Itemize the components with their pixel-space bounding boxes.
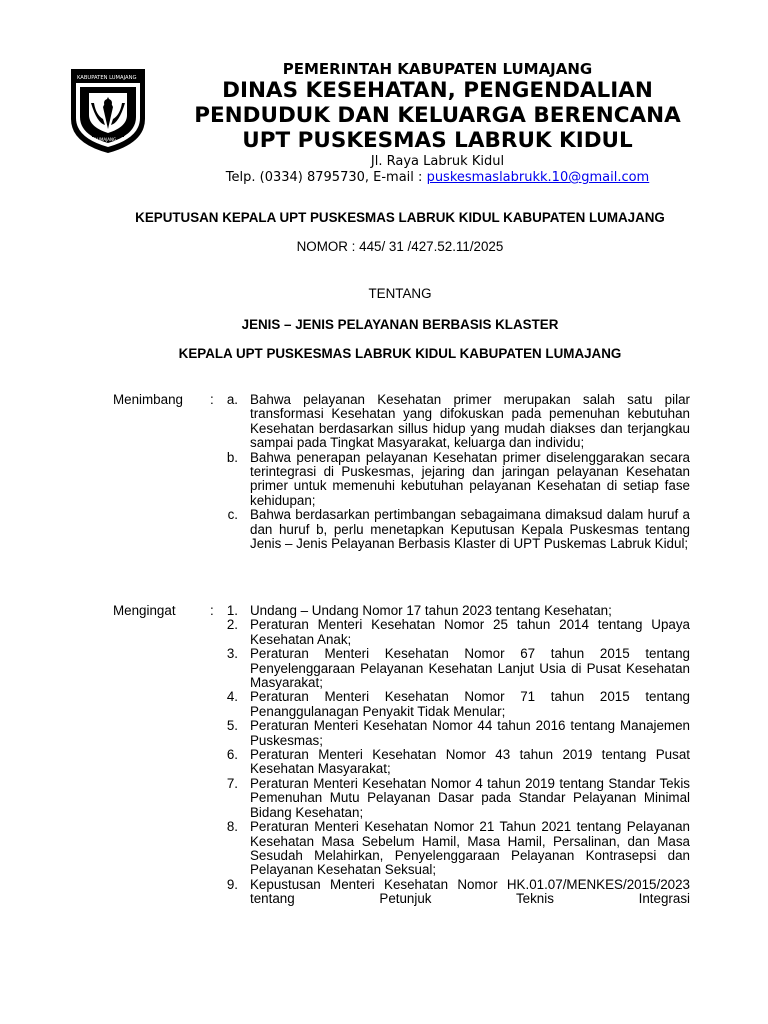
contact-prefix: Telp. (0334) 8795730, E-mail : (225, 170, 427, 185)
item-text: Peraturan Menteri Kesehatan Nomor 21 Tahun 2021 tentang Pelayanan Kesehatan Masa Sebelum Hamil, Masa Hamil, Persalinan, dan Masa Sesudah Melahirkan, Penyelenggaraan Pelayanan Kontrasepsi dan Pelayanan Kesehatan Seksual; (250, 819, 690, 878)
mengingat-item-7 (218, 777, 690, 820)
contact-line (150, 170, 725, 186)
item-marker: c. (227, 507, 238, 523)
item-text: Peraturan Menteri Kesehatan Nomor 44 tahun 2016 tentang Manajemen Puskesmas; (250, 718, 690, 748)
mengingat-label: Mengingat (113, 603, 176, 618)
logo-bottom-text: LUMAJANG (95, 137, 117, 142)
agency-name-line-1: DINAS KESEHATAN, PENGENDALIAN (222, 78, 653, 103)
decree-title: KEPUTUSAN KEPALA UPT PUSKESMAS LABRUK KIDUL KABUPATEN LUMAJANG (135, 210, 665, 225)
letterhead (150, 60, 725, 186)
logo-top-text: KABUPATEN LUMAJANG (77, 75, 137, 81)
mengingat-item-3 (218, 647, 690, 690)
tentang-heading: TENTANG (368, 286, 432, 301)
menimbang-colon: : (210, 392, 214, 407)
mengingat-item-5 (218, 719, 690, 748)
item-marker: a. (226, 392, 238, 407)
mengingat-item-2 (218, 618, 690, 647)
item-marker: 5. (226, 718, 238, 734)
item-marker: 3. (226, 646, 238, 662)
mengingat-item-6 (218, 748, 690, 777)
unit-name: UPT PUSKESMAS LABRUK KIDUL (242, 128, 633, 153)
email-link[interactable]: puskesmaslabrukk.10@gmail.com (426, 170, 650, 185)
menimbang-item-c (218, 508, 690, 551)
item-marker: b. (226, 449, 238, 465)
mengingat-colon: : (210, 603, 214, 618)
item-text: Bahwa berdasarkan pertimbangan sebagaimana dimaksud dalam huruf a dan huruf b, perlu menetapkan Keputusan Kepala Puskesmas tentang Jenis – Jenis Pelayanan Berbasis Klaster di UPT Puskemas Labruk Kidul; (250, 507, 690, 552)
item-text: Bahwa penerapan pelayanan Kesehatan primer diselenggarakan secara terintegrasi di Puskesmas, jejaring dan jaringan pelayanan Kesehatan primer untuk memenuhi kebutuhan pelayanan Kesehatan di setiap fase kehidupan; (250, 449, 690, 508)
issuing-official: KEPALA UPT PUSKESMAS LABRUK KIDUL KABUPATEN LUMAJANG (178, 346, 622, 361)
mengingat-item-4 (218, 690, 690, 719)
item-text: Peraturan Menteri Kesehatan Nomor 67 tahun 2015 tentang Penyelenggaraan Pelayanan Kesehatan Lanjut Usia di Pusat Kesehatan Masyarakat; (250, 646, 690, 691)
item-marker: 8. (226, 819, 238, 835)
item-text: Peraturan Menteri Kesehatan Nomor 71 tahun 2015 tentang Penanggulanagan Penyakit Tidak Menular; (250, 689, 690, 719)
item-text: Peraturan Menteri Kesehatan Nomor 4 tahun 2019 tentang Standar Tekis Pemenuhan Mutu Pelayanan Dasar pada Standar Pelayanan Minimal Bidang Kesehatan; (250, 775, 690, 820)
decree-subject: JENIS – JENIS PELAYANAN BERBASIS KLASTER (241, 317, 559, 332)
item-marker: 9. (226, 876, 238, 892)
menimbang-item-b (218, 451, 690, 509)
item-text: Bahwa pelayanan Kesehatan primer merupakan salah satu pilar transformasi Kesehatan yang difokuskan pada pemenuhan kebutuhan Kesehatan berdasarkan sillus hidup yang mudah diakses dan terjangkau sampai pada Tingkat Masyarakat, keluarga dan individu; (250, 392, 690, 451)
item-marker: 7. (226, 775, 238, 791)
item-marker: 6. (226, 747, 238, 763)
address: Jl. Raya Labruk Kidul (370, 154, 505, 169)
menimbang-item-a (218, 393, 690, 451)
mengingat-item-9 (218, 878, 690, 907)
item-marker: 4. (226, 689, 238, 705)
mengingat-item-8 (218, 820, 690, 878)
item-text: Peraturan Menteri Kesehatan Nomor 25 tahun 2014 tentang Upaya Kesehatan Anak; (250, 617, 690, 647)
item-marker: 1. (226, 603, 238, 618)
item-text: Kepustusan Menteri Kesehatan Nomor HK.01.07/MENKES/2015/2023 tentang Petunjuk Teknis Integrasi (250, 876, 690, 907)
item-text: Peraturan Menteri Kesehatan Nomor 43 tahun 2019 tentang Pusat Kesehatan Masyarakat; (250, 747, 690, 777)
crest-emblem-icon (67, 63, 149, 155)
mengingat-list (218, 604, 690, 907)
item-text: Undang – Undang Nomor 17 tahun 2023 tentang Kesehatan; (250, 603, 612, 618)
item-marker: 2. (226, 617, 238, 633)
menimbang-label: Menimbang (113, 392, 183, 407)
decree-number: NOMOR : 445/ 31 /427.52.11/2025 (296, 239, 504, 254)
mengingat-item-1 (218, 604, 690, 618)
agency-name-line-2: PENDUDUK DAN KELUARGA BERENCANA (194, 103, 681, 128)
menimbang-list (218, 393, 690, 551)
government-name: PEMERINTAH KABUPATEN LUMAJANG (282, 60, 593, 78)
